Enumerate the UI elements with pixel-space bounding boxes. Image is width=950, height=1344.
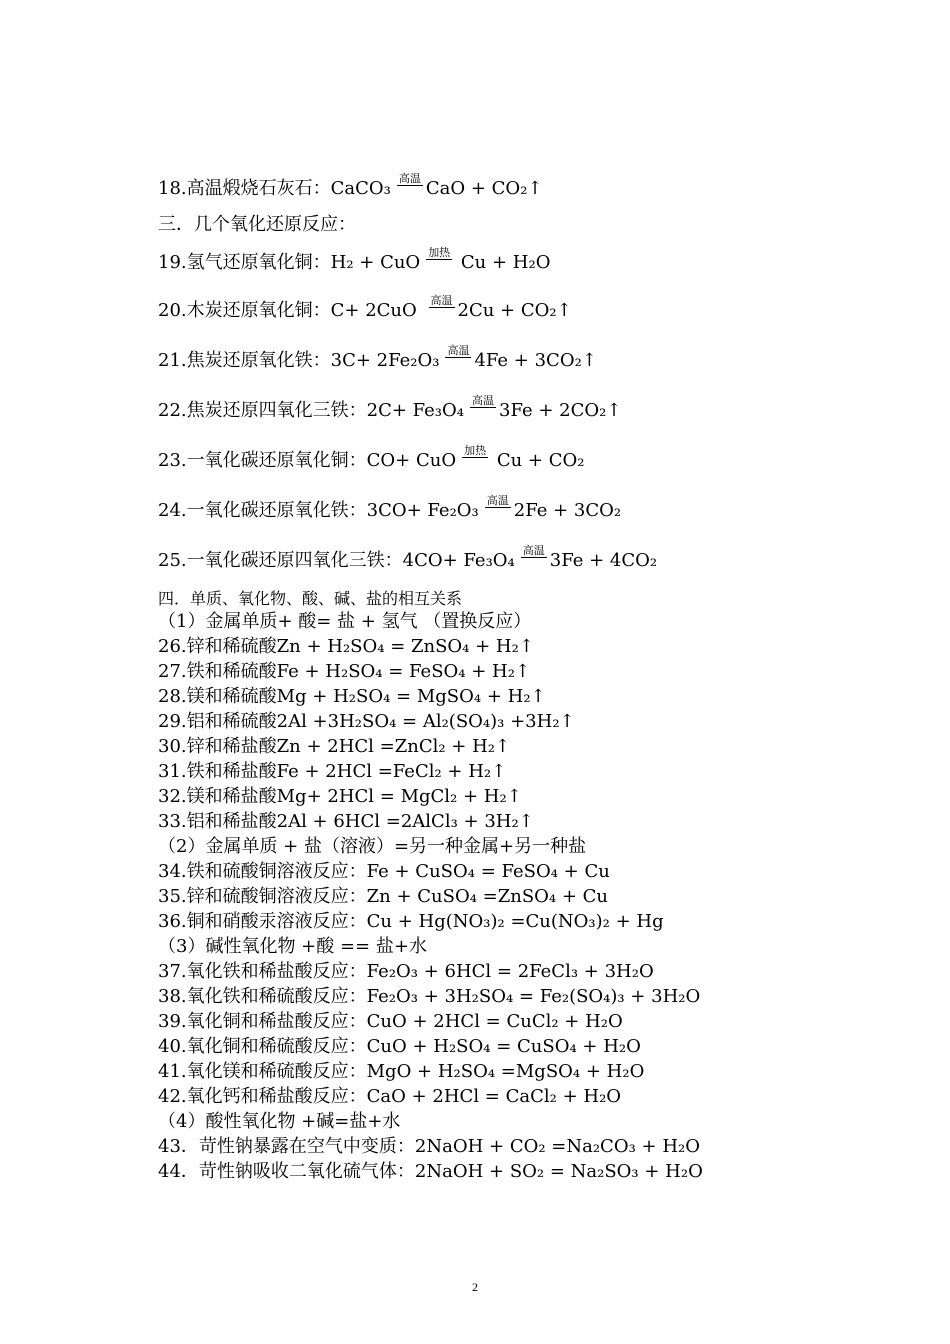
- line-text: 26.锌和稀硫酸Zn + H₂SO₄ = ZnSO₄ + H₂↑: [158, 636, 534, 657]
- line-text: 42.氧化钙和稀盐酸反应：CaO + 2HCl = CaCl₂ + H₂O: [158, 1086, 622, 1107]
- line-text: 34.铁和硫酸铜溶液反应：Fe + CuSO₄ = FeSO₄ + Cu: [158, 861, 610, 882]
- text-line: [158, 911, 664, 933]
- line-text: 38.氧化铁和稀硫酸反应：Fe₂O₃ + 3H₂SO₄ = Fe₂(SO₄)₃ + 3H₂O: [158, 986, 701, 1007]
- line-text: 33.铝和稀盐酸2Al + 6HCl =2AlCl₃ + 3H₂↑: [158, 811, 534, 832]
- text-line: [158, 786, 522, 808]
- reaction-condition: 加热: [428, 246, 451, 259]
- line-text: CaO + CO₂↑: [425, 178, 543, 199]
- text-line: [158, 961, 654, 983]
- line-text: 2Cu + CO₂↑: [457, 300, 572, 321]
- line-text: （1）金属单质+ 酸= 盐 + 氢气 （置换反应）: [158, 611, 532, 632]
- text-line: [158, 736, 510, 758]
- text-line: [158, 936, 427, 958]
- text-line: [158, 588, 462, 610]
- line-text: （4）酸性氧化物 +碱=盐+水: [158, 1111, 401, 1132]
- equation-line: [158, 294, 572, 322]
- text-line: [158, 1061, 644, 1083]
- line-text: 18.高温煅烧石灰石：CaCO₃: [158, 178, 391, 199]
- line-text: 三．几个氧化还原反应：: [158, 214, 356, 235]
- line-text: 36.铜和硝酸汞溶液反应：Cu + Hg(NO₃)₂ =Cu(NO₃)₂ + Hg: [158, 911, 664, 932]
- text-line: [158, 1161, 703, 1183]
- line-text: 27.铁和稀硫酸Fe + H₂SO₄ = FeSO₄ + H₂↑: [158, 661, 531, 682]
- text-line: [158, 214, 356, 236]
- text-line: [158, 811, 534, 833]
- line-text: 35.锌和硫酸铜溶液反应：Zn + CuSO₄ =ZnSO₄ + Cu: [158, 886, 609, 907]
- reaction-condition: 高温: [522, 544, 545, 557]
- line-text: 29.铝和稀硫酸2Al +3H₂SO₄ = Al₂(SO₄)₃ +3H₂↑: [158, 711, 575, 732]
- text-line: [158, 761, 506, 783]
- line-text: 四．单质、氧化物、酸、碱、盐的相互关系: [158, 589, 463, 608]
- equation-line: [158, 444, 585, 472]
- reaction-condition: 高温: [430, 294, 453, 307]
- line-text: 32.镁和稀盐酸Mg+ 2HCl = MgCl₂ + H₂↑: [158, 786, 522, 807]
- text-line: [158, 861, 610, 883]
- line-text: 20.木炭还原氧化铜：C+ 2CuO: [158, 300, 423, 321]
- line-text: 3Fe + 2CO₂↑: [499, 400, 622, 421]
- equation-line: [158, 494, 622, 522]
- line-text: 41.氧化镁和稀硫酸反应：MgO + H₂SO₄ =MgSO₄ + H₂O: [158, 1061, 645, 1082]
- text-line: [158, 1011, 623, 1033]
- line-text: 40.氧化铜和稀硫酸反应：CuO + H₂SO₄ = CuSO₄ + H₂O: [158, 1036, 641, 1057]
- line-text: 21.焦炭还原氧化铁：3C+ 2Fe₂O₃: [158, 350, 440, 371]
- text-line: [158, 1136, 700, 1158]
- equation-line: [158, 246, 551, 274]
- line-text: 25.一氧化碳还原四氧化三铁：4CO+ Fe₃O₄: [158, 550, 515, 571]
- text-line: [158, 886, 608, 908]
- line-text: 2Fe + 3CO₂: [513, 500, 622, 521]
- text-line: [158, 711, 575, 733]
- line-text: （2）金属单质 + 盐（溶液）=另一种金属+另一种盐: [158, 836, 587, 857]
- line-text: 19.氢气还原氧化铜：H₂ + CuO: [158, 252, 421, 273]
- line-text: 23.一氧化碳还原氧化铜：CO+ CuO: [158, 450, 457, 471]
- line-text: 4Fe + 3CO₂↑: [474, 350, 597, 371]
- reaction-condition: 高温: [398, 172, 421, 185]
- line-text: （3）碱性氧化物 +酸 == 盐+水: [158, 936, 427, 957]
- text-line: [158, 1036, 641, 1058]
- text-line: [158, 986, 700, 1008]
- text-line: [158, 1086, 621, 1108]
- page-number: 2: [472, 1280, 478, 1294]
- equation-line: [158, 544, 658, 572]
- text-line: [158, 836, 586, 858]
- line-text: 31.铁和稀盐酸Fe + 2HCl =FeCl₂ + H₂↑: [158, 761, 507, 782]
- line-text: 24.一氧化碳还原氧化铁：3CO+ Fe₂O₃: [158, 500, 479, 521]
- equation-line: [158, 172, 543, 200]
- line-text: 30.锌和稀盐酸Zn + 2HCl =ZnCl₂ + H₂↑: [158, 736, 511, 757]
- line-text: 22.焦炭还原四氧化三铁：2C+ Fe₃O₄: [158, 400, 464, 421]
- equation-line: [158, 394, 622, 422]
- line-text: 37.氧化铁和稀盐酸反应：Fe₂O₃ + 6HCl = 2FeCl₃ + 3H₂O: [158, 961, 654, 982]
- text-line: [158, 636, 534, 658]
- text-line: [158, 686, 546, 708]
- text-line: [158, 611, 531, 633]
- line-text: 44．苛性钠吸收二氧化硫气体：2NaOH + SO₂ = Na₂SO₃ + H₂O: [158, 1161, 703, 1182]
- line-text: Cu + CO₂: [491, 450, 585, 471]
- equation-line: [158, 344, 597, 372]
- reaction-condition: 高温: [486, 494, 509, 507]
- reaction-condition: 高温: [472, 394, 494, 407]
- line-text: Cu + H₂O: [455, 252, 551, 273]
- text-line: [158, 661, 530, 683]
- reaction-condition: 高温: [447, 344, 470, 357]
- line-text: 39.氧化铜和稀盐酸反应：CuO + 2HCl = CuCl₂ + H₂O: [158, 1011, 623, 1032]
- reaction-condition: 加热: [464, 444, 487, 457]
- line-text: 28.镁和稀硫酸Mg + H₂SO₄ = MgSO₄ + H₂↑: [158, 686, 546, 707]
- line-text: 3Fe + 4CO₂: [549, 550, 658, 571]
- line-text: 43．苛性钠暴露在空气中变质：2NaOH + CO₂ =Na₂CO₃ + H₂O: [158, 1136, 701, 1157]
- text-line: [158, 1111, 400, 1133]
